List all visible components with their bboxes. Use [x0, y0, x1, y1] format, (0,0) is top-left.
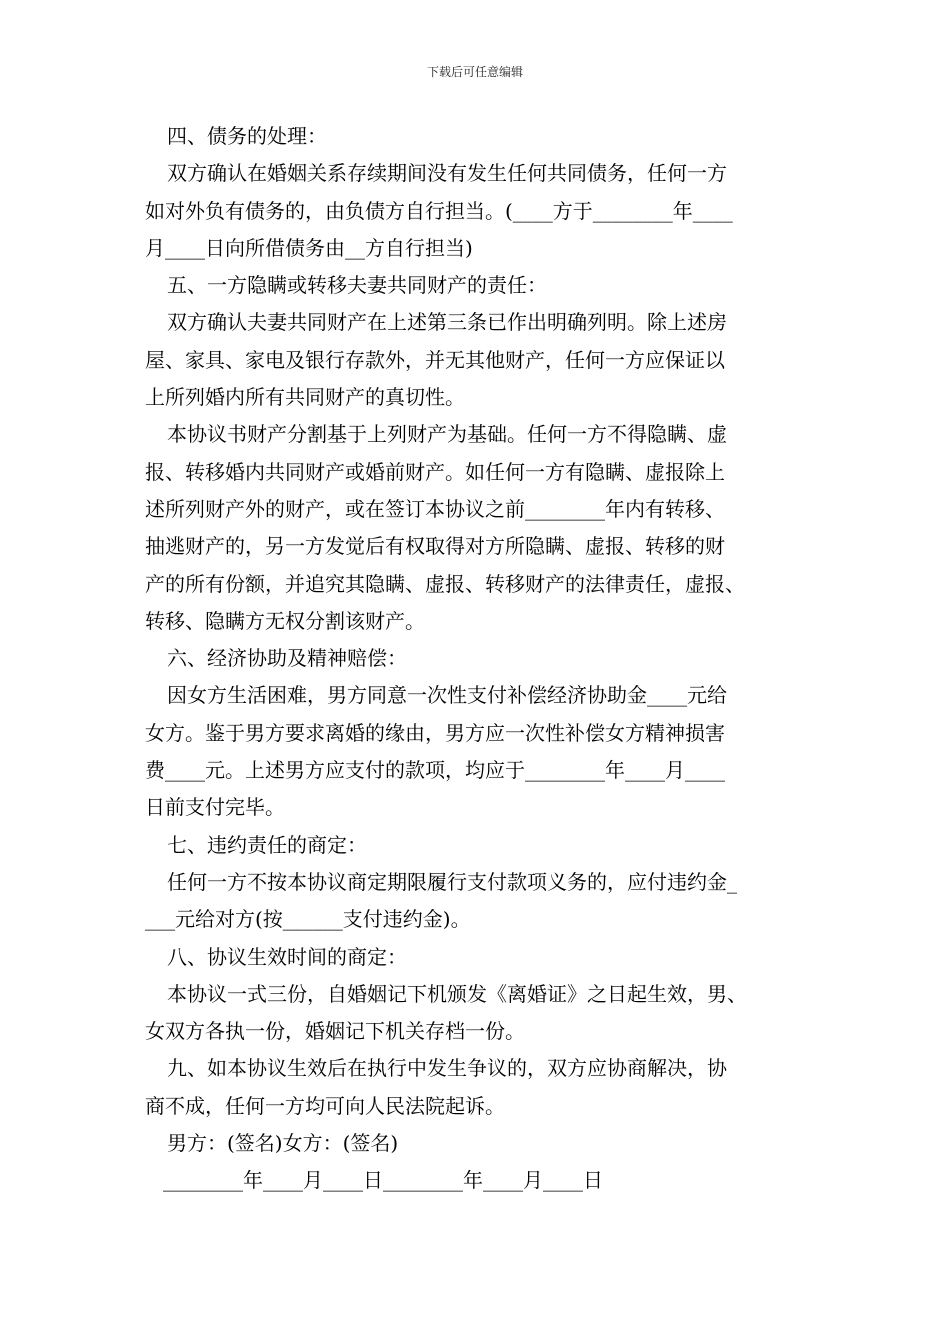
paragraph-first-line: 本协议一式三份，自婚姻记下机颁发《离婚证》之日起生效，男、 [167, 981, 747, 1006]
section-heading: 四、债务的处理： [167, 124, 327, 148]
paragraph-line: 报、转移婚内共同财产或婚前财产。如任何一方有隐瞒、虚报除上 [145, 459, 725, 484]
paragraph-line: 日前支付完毕。 [145, 795, 285, 820]
paragraph-line: 女双方各执一份，婚姻记下机关存档一份。 [145, 1019, 525, 1044]
paragraph-line: 费____元。上述男方应支付的款项，均应于________年____月____ [145, 758, 725, 783]
paragraph-line: 产的所有份额，并追究其隐瞒、虚报、转移财产的法律责任，虚报、 [145, 571, 745, 596]
paragraph-line: 屋、家具、家电及银行存款外，并无其他财产，任何一方应保证以 [145, 347, 725, 372]
paragraph-first-line: 九、如本协议生效后在执行中发生争议的，双方应协商解决，协 [167, 1056, 727, 1081]
section-heading: 八、协议生效时间的商定： [167, 944, 407, 969]
paragraph-line: 如对外负有债务的，由负债方自行担当。(____方于________年____ [145, 198, 733, 223]
paragraph-line: 转移、隐瞒方无权分割该财产。 [145, 608, 425, 633]
paragraph-line: 女方。鉴于男方要求离婚的缘由，男方应一次性补偿女方精神损害 [145, 720, 725, 745]
paragraph-line: 上所列婚内所有共同财产的真切性。 [145, 385, 465, 410]
page-header-note: 下载后可任意编辑 [426, 65, 523, 79]
paragraph-first-line: 任何一方不按本协议商定期限履行支付款项义务的，应付违约金_ [167, 869, 737, 894]
paragraph-first-line: 本协议书财产分割基于上列财产为基础。任何一方不得隐瞒、虚 [167, 422, 727, 447]
section-heading: 七、违约责任的商定： [167, 832, 367, 857]
section-heading: 五、一方隐瞒或转移夫妻共同财产的责任： [167, 273, 547, 298]
paragraph-line: ___元给对方(按______支付违约金)。 [145, 907, 471, 932]
paragraph-line: 商不成，任何一方均可向人民法院起诉。 [145, 1093, 505, 1118]
paragraph-line: 月____日向所借债务由__方自行担当) [145, 235, 473, 260]
paragraph-line: 抽逃财产的，另一方发觉后有权取得对方所隐瞒、虚报、转移的财 [145, 534, 725, 559]
signature-date-line: ________年____月____日________年____月____日 [163, 1168, 603, 1193]
paragraph-line: 述所列财产外的财产，或在签订本协议之前________年内有转移、 [145, 496, 725, 521]
paragraph-first-line: 因女方生活困难，男方同意一次性支付补偿经济协助金____元给 [167, 683, 727, 708]
paragraph-first-line: 双方确认在婚姻关系存续期间没有发生任何共同债务，任何一方 [167, 161, 727, 186]
paragraph-first-line: 双方确认夫妻共同财产在上述第三条已作出明确列明。除上述房 [167, 310, 727, 335]
document-body [145, 118, 810, 1200]
section-heading: 男方：(签名)女方：(签名) [167, 1131, 399, 1156]
section-heading: 六、经济协助及精神赔偿： [167, 646, 407, 671]
